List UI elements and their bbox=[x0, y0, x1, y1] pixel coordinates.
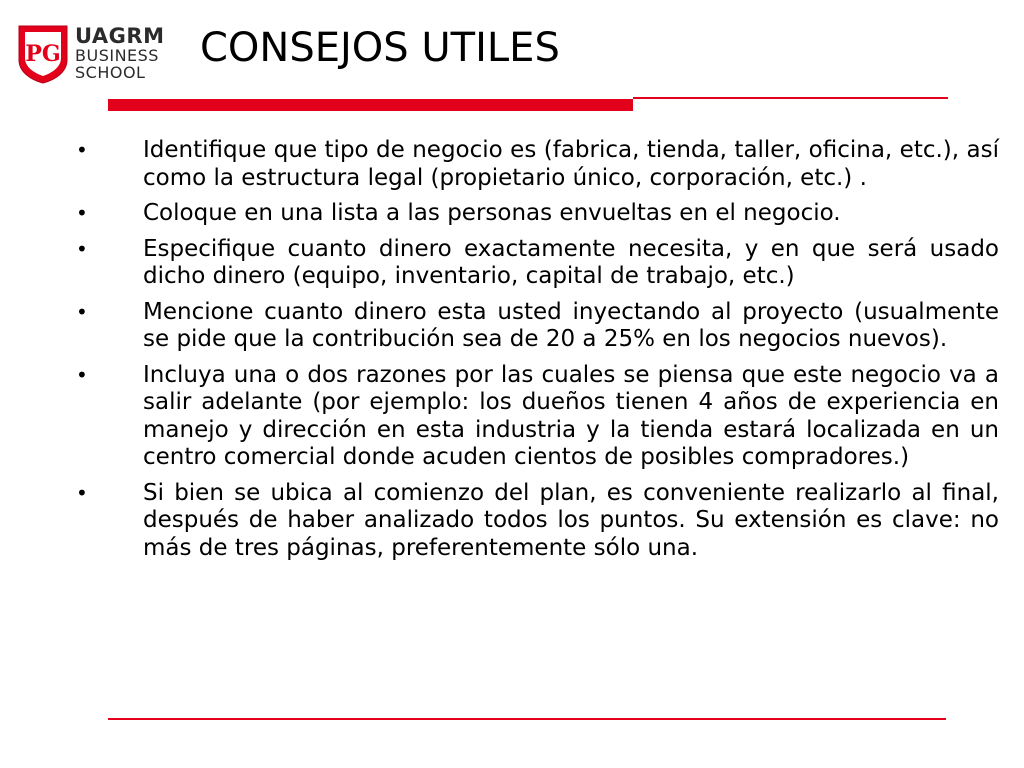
logo-line-school: SCHOOL bbox=[75, 63, 146, 82]
logo-line-business: BUSINESS bbox=[75, 46, 159, 65]
page-title: CONSEJOS UTILES bbox=[200, 25, 560, 71]
bullet-dot: • bbox=[76, 480, 88, 505]
title-underline-thick bbox=[108, 99, 633, 111]
bullet-text: Identifique que tipo de negocio es (fabrica, tienda, taller, oficina, etc.), así como la estructura legal (propietario único, corporación, etc.) . bbox=[143, 137, 999, 191]
bullet-text: Especifique cuanto dinero exactamente necesita, y en que será usado dicho dinero (equipo, inventario, capital de trabajo, etc.) bbox=[143, 235, 999, 289]
bullet-dot: • bbox=[76, 138, 88, 162]
bullet-dot: • bbox=[76, 299, 88, 324]
bullet-text: Si bien se ubica al comienzo del plan, es conveniente realizarlo al final, después de haber analizado todos los puntos. Su extensión es clave: no más de tres páginas, preferentemente sólo una. bbox=[143, 479, 999, 561]
bullet-text: Coloque en una lista a las personas envueltas en el negocio. bbox=[143, 200, 841, 226]
uagrm-logo bbox=[17, 24, 177, 88]
shield-icon bbox=[17, 24, 69, 84]
bullet-text: Incluya una o dos razones por las cuales se piensa que este negocio va a salir adelante (por ejemplo: los dueños tienen 4 años de experiencia en manejo y dirección en esta industria y la tienda estará localizada en un centro comercial donde acuden cientos de posibles compradores.) bbox=[143, 361, 999, 470]
list-item bbox=[0, 137, 999, 192]
bullet-dot: • bbox=[76, 362, 88, 387]
list-item bbox=[0, 362, 999, 472]
bullet-text: Mencione cuanto dinero esta usted inyectando al proyecto (usualmente se pide que la contribución sea de 20 a 25% en los negocios nuevos). bbox=[143, 298, 999, 352]
bullet-dot: • bbox=[76, 236, 88, 261]
logo-wordmark bbox=[75, 26, 164, 81]
footer-divider bbox=[108, 718, 946, 720]
title-underline-thin bbox=[633, 97, 948, 99]
bullet-dot: • bbox=[76, 201, 88, 225]
logo-monogram: PG bbox=[25, 41, 61, 67]
logo-line-uagrm: UAGRM bbox=[75, 24, 165, 48]
list-item bbox=[0, 236, 999, 291]
list-item bbox=[0, 200, 999, 228]
list-item bbox=[0, 299, 999, 354]
list-item bbox=[0, 480, 999, 563]
bullet-list bbox=[0, 137, 1024, 570]
